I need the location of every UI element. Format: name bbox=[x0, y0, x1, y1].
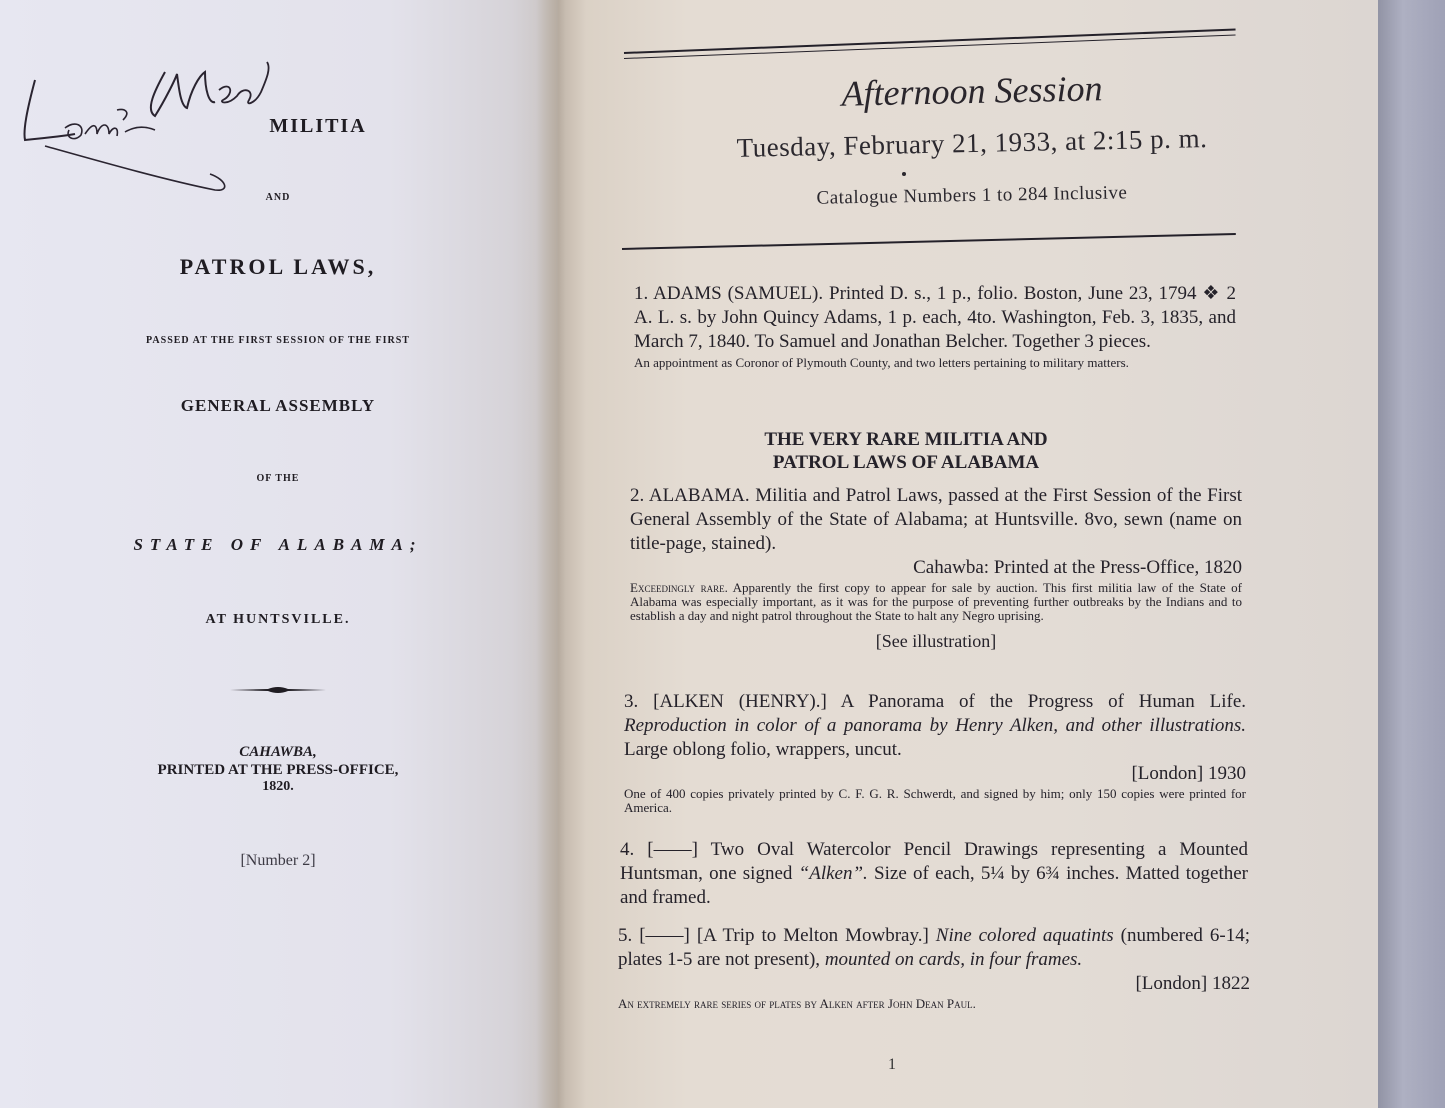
lot-number: 4. bbox=[620, 839, 635, 860]
section-heading bbox=[626, 428, 1186, 474]
imprint-printer: PRINTED AT THE PRESS-OFFICE, bbox=[157, 762, 399, 778]
lot-description: ALABAMA. Militia and Patrol Laws, passed at the First Session of the First General Assembly of the State of Alabama; at Huntsville. 8vo, sewn (name on title-page, stained). bbox=[630, 485, 1242, 554]
title-and: AND bbox=[265, 192, 291, 203]
lot-note: One of 400 copies privately printed by C. F. G. R. Schwerdt, and signed by him; only 150 copies were printed for America. bbox=[624, 786, 1246, 815]
lot-description-italic: Nine colored aquatints bbox=[935, 925, 1114, 946]
lot-note: An extremely rare series of plates by Alken after John Dean Paul. bbox=[618, 996, 976, 1011]
lot-imprint: Cahawba: Printed at the Press-Office, 1820 bbox=[913, 557, 1242, 578]
heading-line-2: PATROL LAWS OF ALABAMA bbox=[772, 452, 1040, 473]
catalogue-page bbox=[566, 0, 1378, 1108]
session-date: Tuesday, February 21, 1933, at 2:15 p. m. bbox=[736, 123, 1208, 163]
lot-description-end: Large oblong folio, wrappers, uncut. bbox=[624, 739, 902, 760]
title-passed-line: PASSED AT THE FIRST SESSION OF THE FIRST bbox=[146, 335, 410, 346]
lot-imprint: [London] 1930 bbox=[1131, 763, 1246, 784]
background-edge bbox=[1375, 0, 1445, 1108]
lot-2 bbox=[630, 484, 1242, 652]
imprint-year: 1820. bbox=[262, 779, 294, 794]
header-bottom-rule bbox=[622, 233, 1236, 250]
title-militia: MILITIA bbox=[269, 115, 367, 137]
lot-description: [——] Two Oval Watercolor Pencil Drawings representing a Mounted Huntsman, one signed bbox=[620, 839, 1248, 884]
lot-3 bbox=[624, 690, 1246, 815]
title-patrol-laws: PATROL LAWS, bbox=[179, 254, 377, 279]
session-title: Afternoon Session bbox=[841, 68, 1103, 114]
lot-note: An appointment as Coronor of Plymouth County, and two letters pertaining to military matters. bbox=[634, 355, 1129, 370]
plate-number: [Number 2] bbox=[240, 852, 316, 869]
lot-1 bbox=[634, 282, 1236, 370]
lot-4 bbox=[620, 838, 1248, 910]
title-at-huntsville: AT HUNTSVILLE. bbox=[205, 612, 351, 627]
lot-description-italic: Reproduction in color of a panorama by Henry Alken, and other illustrations. bbox=[624, 715, 1246, 736]
heading-line-1: THE VERY RARE MILITIA AND bbox=[764, 429, 1048, 450]
title-state-of-alabama: STATE OF ALABAMA; bbox=[133, 535, 423, 554]
title-general-assembly: GENERAL ASSEMBLY bbox=[180, 396, 376, 415]
imprint-city: CAHAWBA, bbox=[239, 744, 317, 760]
lot-description: ADAMS (SAMUEL). Printed D. s., 1 p., folio. Boston, June 23, 1794 ❖ 2 A. L. s. by John Quincy Adams, 1 p. each, 4to. Washington, Feb. 3, 1835, and March 7, 1840. To Samuel and Jonathan Belcher. Together 3 pieces. bbox=[634, 283, 1236, 352]
lot-description: [ALKEN (HENRY).] A Panorama of the Progress of Human Life. bbox=[653, 691, 1247, 712]
page-number: 1 bbox=[888, 1056, 896, 1073]
separator-dot bbox=[902, 172, 906, 176]
title-of-the: OF THE bbox=[256, 473, 300, 484]
ornament-icon bbox=[228, 685, 328, 695]
top-rule-thin bbox=[624, 35, 1236, 59]
lot-imprint: [London] 1822 bbox=[1135, 973, 1250, 994]
catalogue-range: Catalogue Numbers 1 to 284 Inclusive bbox=[816, 182, 1128, 209]
lot-5 bbox=[618, 924, 1250, 1011]
lot-number: 3. bbox=[624, 691, 639, 712]
ornament-rule bbox=[0, 684, 556, 700]
lot-note-lead: Exceedingly rare. bbox=[630, 580, 728, 595]
lot-description-mid: (numbered 6-14; plates 1-5 are not present), bbox=[618, 925, 1250, 970]
lot-description-end: Size of each, 5¼ by 6¾ inches. Matted together and framed. bbox=[620, 863, 1248, 908]
lot-number: 1. bbox=[634, 283, 649, 304]
lot-number: 5. bbox=[618, 925, 633, 946]
see-illustration: [See illustration] bbox=[875, 631, 997, 651]
lot-description-italic: “Alken”. bbox=[798, 863, 868, 884]
lot-note: Apparently the first copy to appear for sale by auction. This first militia law of the State of Alabama was especially important, as it was for the purpose of preventing further outbreaks by the Indians and to establish a day and night patrol throughout the State to halt any Negro uprising. bbox=[630, 580, 1242, 623]
top-rule bbox=[624, 29, 1236, 54]
lot-description: [——] [A Trip to Melton Mowbray.] bbox=[639, 925, 929, 946]
lot-description-italic-2: mounted on cards, in four frames. bbox=[824, 949, 1083, 970]
lot-number: 2. bbox=[630, 485, 645, 506]
